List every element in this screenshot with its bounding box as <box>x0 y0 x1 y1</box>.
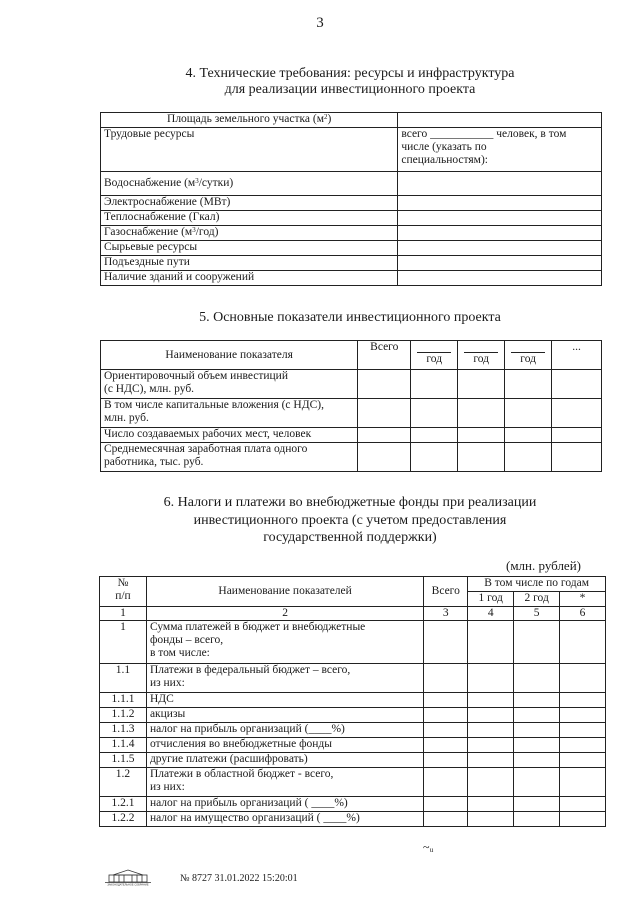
raw-value <box>398 241 602 256</box>
water-label: Водоснабжение $(м^3/сутки)$ <box>101 172 398 196</box>
table-row-name: Платежи в областной бюджет - всего, из них: <box>146 768 423 797</box>
s5-header-year3: год <box>505 341 552 370</box>
section6-title-line1: 6. Налоги и платежи во внебюджетные фонды при реализации <box>163 495 537 510</box>
table-row-no: 1.1.4 <box>100 738 147 753</box>
s6-colnum-5: 5 <box>514 607 560 621</box>
table-row-no: 1.2.2 <box>100 812 147 827</box>
roads-value <box>398 256 602 271</box>
power-label: Электроснабжение (МВт) <box>101 196 398 211</box>
s6-colnum-4: 4 <box>468 607 514 621</box>
s5-header-year2: год <box>458 341 505 370</box>
s6-colnum-2: 2 <box>146 607 423 621</box>
labor-value: всего ___________ человек, в том числе (указать по специальностям): <box>398 128 602 172</box>
table-row-name: налог на прибыль организаций ( ____%) <box>146 797 423 812</box>
table-row-name: Платежи в федеральный бюджет – всего, из них: <box>146 664 423 693</box>
s5-header-more: ... <box>552 341 602 370</box>
heat-value <box>398 211 602 226</box>
table-row-no: 1.1.3 <box>100 723 147 738</box>
section6-title-line3: государственной поддержки) <box>263 530 437 545</box>
svg-text:ЗАКОНОДАТЕЛЬНОЕ СОБРАНИЕ: ЗАКОНОДАТЕЛЬНОЕ СОБРАНИЕ <box>107 883 149 886</box>
table-row-name: акцизы <box>146 708 423 723</box>
table-row-name: другие платежи (расшифровать) <box>146 753 423 768</box>
section4-title-line2: для реализации инвестиционного проекта <box>224 82 476 97</box>
water-value <box>398 172 602 196</box>
s6-header-y3: * <box>560 592 606 607</box>
table-row-no: 1.1.2 <box>100 708 147 723</box>
table-row-no: 1 <box>100 621 147 664</box>
table-row-no: 1.1 <box>100 664 147 693</box>
s5-header-name: Наименование показателя <box>101 341 358 370</box>
page-number: 3 <box>316 15 324 31</box>
s6-header-y1: 1 год <box>468 592 514 607</box>
parliament-building-logo <box>103 869 153 886</box>
section5-table <box>100 340 602 472</box>
s6-header-total: Всего <box>424 577 468 607</box>
gas-value <box>398 226 602 241</box>
section4-title-line1: 4. Технические требования: ресурсы и инфраструктура <box>185 66 515 81</box>
s6-header-incl: В том числе по годам <box>468 577 606 592</box>
section5-title: 5. Основные показатели инвестиционного проекта <box>199 310 501 325</box>
roads-label: Подъездные пути <box>101 256 398 271</box>
s5-row-jobs: Число создаваемых рабочих мест, человек <box>101 428 358 443</box>
raw-label: Сырьевые ресурсы <box>101 241 398 256</box>
s6-header-y2: 2 год <box>514 592 560 607</box>
table-row-name: Сумма платежей в бюджет и внебюджетные фонды – всего, в том числе: <box>146 621 423 664</box>
land-area-value <box>398 113 602 128</box>
registry-stamp: № 8727 31.01.2022 15:20:01 <box>180 873 298 884</box>
buildings-label: Наличие зданий и сооружений <box>101 271 398 286</box>
table-row-no: 1.1.5 <box>100 753 147 768</box>
s6-header-no: № п/п <box>100 577 147 607</box>
table-row-no: 1.1.1 <box>100 693 147 708</box>
s5-header-year1: год <box>411 341 458 370</box>
s5-row-capital: В том числе капитальные вложения (с НДС), млн. руб. <box>101 399 358 428</box>
handwritten-mark: ~ᵤ <box>423 840 434 854</box>
land-area-label: Площадь земельного участка $(м^2)$ <box>101 113 398 128</box>
table-row-name: НДС <box>146 693 423 708</box>
s6-colnum-6: 6 <box>560 607 606 621</box>
s6-header-name: Наименование показателей <box>146 577 423 607</box>
s5-row-salary: Среднемесячная заработная плата одного работника, тыс. руб. <box>101 443 358 472</box>
table-row-no: 1.2.1 <box>100 797 147 812</box>
units-label: (млн. рублей) <box>506 558 581 573</box>
heat-label: Теплоснабжение (Гкал) <box>101 211 398 226</box>
s6-colnum-3: 3 <box>424 607 468 621</box>
power-value <box>398 196 602 211</box>
table-row-name: отчисления во внебюджетные фонды <box>146 738 423 753</box>
buildings-value <box>398 271 602 286</box>
s5-row-investments: Ориентировочный объем инвестиций (с НДС), млн. руб. <box>101 370 358 399</box>
table-row-name: налог на имущество организаций ( ____%) <box>146 812 423 827</box>
section6-table <box>99 576 606 827</box>
section6-title-line2: инвестиционного проекта (с учетом предоставления <box>193 513 507 528</box>
table-row-no: 1.2 <box>100 768 147 797</box>
s5-header-total: Всего <box>358 341 411 370</box>
labor-label: Трудовые ресурсы <box>101 128 398 172</box>
section4-table <box>100 112 602 286</box>
table-row-name: налог на прибыль организаций (____%) <box>146 723 423 738</box>
gas-label: Газоснабжение $(м^3/год)$ <box>101 226 398 241</box>
s6-colnum-1: 1 <box>100 607 147 621</box>
